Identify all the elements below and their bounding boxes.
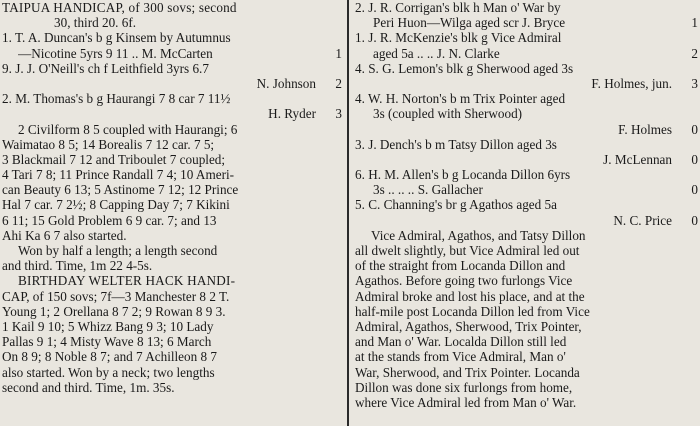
line-text: can Beauty 6 13; 5 Astinome 7 12; 12 Prince <box>2 182 239 198</box>
line-text: also started. Won by a neck; two lengths <box>2 364 215 380</box>
text-line <box>355 167 698 182</box>
right-column <box>355 0 698 410</box>
text-line <box>355 106 698 121</box>
line-text: On 8 9; 8 Noble 8 7; and 7 Achilleon 8 7 <box>2 349 218 365</box>
line-text: where Vice Admiral led from Man o' War. <box>355 394 577 410</box>
line-text: BIRTHDAY WELTER HACK HANDI- <box>18 273 236 289</box>
text-line <box>355 213 698 228</box>
text-line <box>2 304 342 319</box>
text-line <box>2 289 342 304</box>
text-line <box>355 395 698 410</box>
text-line <box>355 46 698 61</box>
text-line <box>355 137 698 152</box>
line-text: CAP, of 150 sovs; 7f—3 Manchester 8 2 T. <box>2 288 230 304</box>
line-text: 2. J. R. Corrigan's blk h Man o' War by <box>355 0 561 15</box>
line-text: 30, third 20. 6f. <box>54 15 137 31</box>
text-line <box>355 76 698 91</box>
line-text: 9. J. J. O'Neill's ch f Leithfield 3yrs 6.7 <box>2 60 209 76</box>
line-text: 3s .. .. .. S. Gallacher <box>373 182 483 198</box>
text-line <box>2 243 342 258</box>
text-line <box>2 137 342 152</box>
line-text: Young 1; 2 Orellana 8 7 2; 9 Rowan 8 9 3. <box>2 303 226 319</box>
text-line <box>355 349 698 364</box>
text-line <box>2 122 342 137</box>
line-text: Admiral, Agathos, Sherwood, Trix Pointer, <box>355 318 582 334</box>
line-text: F. Holmes, jun. <box>591 75 672 91</box>
text-line <box>355 380 698 395</box>
text-line <box>355 15 698 30</box>
line-text: —Nicotine 5yrs 9 11 .. M. McCarten <box>18 45 213 61</box>
text-line <box>2 365 342 380</box>
text-line <box>355 152 698 167</box>
line-text: second and third. Time, 1m. 35s. <box>2 379 175 395</box>
text-line <box>355 243 698 258</box>
text-line <box>355 182 698 197</box>
line-text: 1. J. R. McKenzie's blk g Vice Admiral <box>355 30 562 46</box>
line-text: TAIPUA HANDICAP, of 300 sovs; second <box>2 0 237 15</box>
column-divider <box>347 0 349 426</box>
line-text: F. Holmes <box>618 121 672 137</box>
line-text: 4 Tari 7 8; 11 Prince Randall 7 4; 10 Ameri- <box>2 167 235 183</box>
line-text: at the stands from Vice Admiral, Man o' <box>355 349 566 365</box>
text-line <box>355 228 698 243</box>
text-line <box>355 91 698 106</box>
line-text: Agathos. Before going two furlongs Vice <box>355 273 573 289</box>
line-text: N. C. Price <box>613 212 672 228</box>
line-text: aged 5a .. .. J. N. Clarke <box>373 45 500 61</box>
line-text: and Man o' War. Localda Dillon still led <box>355 334 567 350</box>
line-text: 1 Kail 9 10; 5 Whizz Bang 9 3; 10 Lady <box>2 318 214 334</box>
text-line <box>2 334 342 349</box>
placing-number: 0 <box>691 121 698 137</box>
text-line <box>355 365 698 380</box>
text-line <box>355 319 698 334</box>
text-line <box>355 0 698 15</box>
text-line <box>2 76 342 91</box>
text-line <box>2 197 342 212</box>
line-text: 5. C. Channing's br g Agathos aged 5a <box>355 197 557 213</box>
text-line <box>355 30 698 45</box>
text-line <box>2 319 342 334</box>
text-line <box>2 258 342 273</box>
line-text: War, Sherwood, and Trix Pointer. Locanda <box>355 364 580 380</box>
text-line <box>2 30 342 45</box>
line-text: H. Ryder <box>268 106 316 122</box>
text-line <box>2 380 342 395</box>
line-text: Waimatao 8 5; 14 Borealis 7 12 car. 7 5; <box>2 136 215 152</box>
line-text: Hal 7 car. 7 2½; 8 Capping Day 7; 7 Kikini <box>2 197 230 213</box>
line-text: 1. T. A. Duncan's b g Kinsem by Autumnus <box>2 30 231 46</box>
text-line <box>2 61 342 76</box>
line-text: Pallas 9 1; 4 Misty Wave 8 13; 6 March <box>2 334 212 350</box>
text-line <box>2 228 342 243</box>
line-text: and third. Time, 1m 22 4-5s. <box>2 258 153 274</box>
line-text: 3s (coupled with Sherwood) <box>373 106 523 122</box>
placing-number: 0 <box>691 212 698 228</box>
line-text: 4. S. G. Lemon's blk g Sherwood aged 3s <box>355 60 574 76</box>
text-line <box>355 258 698 273</box>
line-text: Won by half a length; a length second <box>18 243 218 258</box>
line-text: all dwelt slightly, but Vice Admiral led out <box>355 243 580 258</box>
text-line <box>355 122 698 137</box>
placing-number: 0 <box>691 182 698 198</box>
text-line <box>355 197 698 212</box>
line-text: 6 11; 15 Gold Problem 6 9 car. 7; and 13 <box>2 212 217 228</box>
text-line <box>2 213 342 228</box>
text-line <box>2 182 342 197</box>
left-column <box>2 0 342 395</box>
line-text: 3 Blackmail 7 12 and Triboulet 7 coupled; <box>2 151 226 167</box>
line-text: 4. W. H. Norton's b m Trix Pointer aged <box>355 91 566 107</box>
line-text: 2. M. Thomas's b g Haurangi 7 8 car 7 11½ <box>2 91 231 107</box>
text-line <box>355 334 698 349</box>
line-text: Peri Huon—Wilga aged scr J. Bryce <box>373 15 566 31</box>
placing-number: 3 <box>335 106 342 122</box>
line-text: 3. J. Dench's b m Tatsy Dillon aged 3s <box>355 136 557 152</box>
placing-number: 2 <box>335 75 342 91</box>
text-line <box>2 349 342 364</box>
placing-number: 1 <box>691 15 698 31</box>
placing-number: 3 <box>691 75 698 91</box>
text-line <box>355 273 698 288</box>
line-text: 2 Civilform 8 5 coupled with Haurangi; 6 <box>18 121 238 137</box>
text-line <box>2 0 342 15</box>
line-text: Dillon was done six furlongs from home, <box>355 379 573 395</box>
text-line <box>2 106 342 121</box>
placing-number: 1 <box>335 45 342 61</box>
line-text: half-mile post Locanda Dillon led from Vice <box>355 303 590 319</box>
text-line <box>2 46 342 61</box>
text-line <box>355 304 698 319</box>
text-line <box>2 91 342 106</box>
line-text: N. Johnson <box>256 75 316 91</box>
text-line <box>2 152 342 167</box>
line-text: Admiral broke and lost his place, and at the <box>355 288 585 304</box>
text-line <box>355 61 698 76</box>
text-line <box>2 167 342 182</box>
line-text: of the straight from Locanda Dillon and <box>355 258 566 274</box>
text-line <box>2 15 342 30</box>
line-text: 6. H. M. Allen's b g Locanda Dillon 6yrs <box>355 167 571 183</box>
placing-number: 0 <box>691 151 698 167</box>
text-line <box>2 273 342 288</box>
line-text: J. McLennan <box>603 151 672 167</box>
line-text: Vice Admiral, Agathos, and Tatsy Dillon <box>371 227 586 243</box>
placing-number: 2 <box>691 45 698 61</box>
text-line <box>355 289 698 304</box>
line-text: Ahi Ka 6 7 also started. <box>2 227 127 243</box>
